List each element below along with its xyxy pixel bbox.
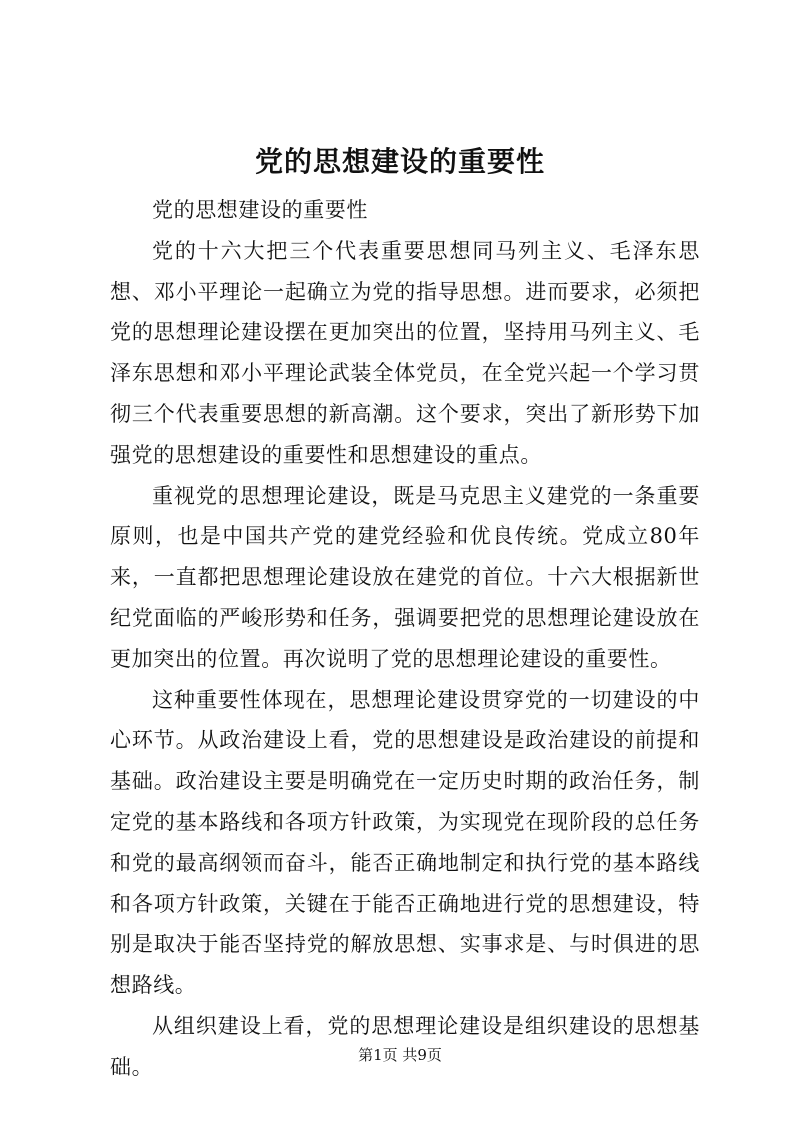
page-footer: 第1页 共9页 — [358, 1046, 442, 1064]
paragraph: 这种重要性体现在，思想理论建设贯穿党的一切建设的中心环节。从政治建设上看，党的思想建设是政治建设的前提和基础。政治建设主要是明确党在一定历史时期的政治任务，制定党的基本路线和各项方针政策，为实现党在现阶段的总任务和党的最高纲领而奋斗，能否正确地制定和执行党的基本路线和各项方针政策，关键在于能否正确地进行党的思想建设，特别是取决于能否坚持党的解放思想、实事求是、与时俱进的思想路线。 — [110, 687, 700, 998]
paragraph: 党的思想建设的重要性 — [152, 198, 368, 222]
paragraph: 从组织建设上看，党的思想理论建设是组织建设的思想基础。 — [110, 1013, 700, 1079]
document-title: 党的思想建设的重要性 — [254, 145, 545, 178]
paragraph: 党的十六大把三个代表重要思想同马列主义、毛泽东思想、邓小平理论一起确立为党的指导思想。进而要求，必须把党的思想理论建设摆在更加突出的位置，坚持用马列主义、毛泽东思想和邓小平理论武装全体党员，在全党兴起一个学习贯彻三个代表重要思想的新高潮。这个要求，突出了新形势下加强党的思想建设的重要性和思想建设的重点。 — [110, 238, 700, 467]
paragraph: 重视党的思想理论建设，既是马克思主义建党的一条重要原则，也是中国共产党的建党经验和优良传统。党成立80年来，一直都把思想理论建设放在建党的首位。十六大根据新世纪党面临的严峻形势和任务，强调要把党的思想理论建设放在更加突出的位置。再次说明了党的思想理论建设的重要性。 — [110, 483, 700, 671]
document-body — [110, 190, 700, 1088]
